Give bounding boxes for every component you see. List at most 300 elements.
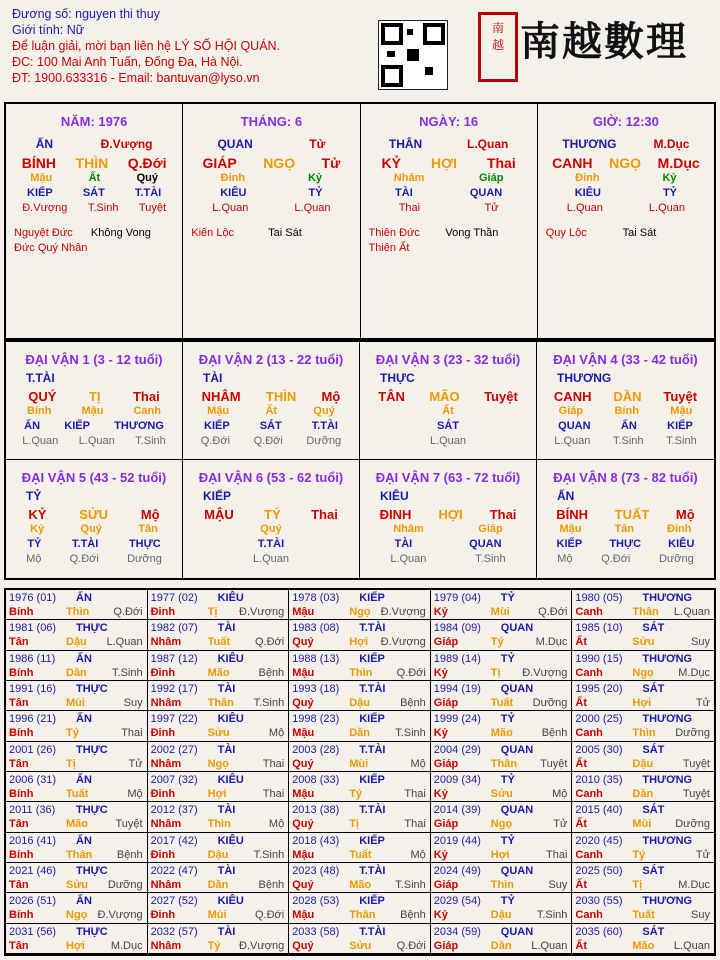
year-can: Giáp xyxy=(433,636,459,649)
year-god: SÁT xyxy=(642,925,665,938)
dai-van-vong: Tuyệt xyxy=(663,389,698,404)
year-god: TÀI xyxy=(217,743,236,756)
dai-van-vong: Thai xyxy=(132,389,160,404)
year-label: 2020 (45) xyxy=(575,834,623,847)
pillar-row4 xyxy=(183,186,359,201)
year-cell xyxy=(6,863,148,893)
dai-van-title: ĐẠI VẬN 1 (3 - 12 tuổi) xyxy=(25,352,163,367)
year-chi: Ngọ xyxy=(207,757,229,770)
owner-name: Đương số: nguyen thi thuy xyxy=(12,7,160,21)
star-name: Đức Quý Nhân xyxy=(14,242,88,254)
year-god: QUAN xyxy=(500,622,534,635)
year-chi: Mão xyxy=(490,727,513,740)
year-god: TÀI xyxy=(217,683,236,695)
pillar-cell: Đ.Vượng xyxy=(22,202,68,214)
year-label: 2012 (37) xyxy=(150,804,198,817)
dai-van-cell xyxy=(183,342,360,460)
year-can: Canh xyxy=(575,666,603,679)
pillar-row4 xyxy=(538,186,714,201)
year-can: Đinh xyxy=(150,666,176,679)
pillar-row3 xyxy=(6,171,182,186)
dai-van-item: L.Quan xyxy=(252,553,290,565)
year-god: TỶ xyxy=(500,713,515,726)
pillar-column xyxy=(361,104,538,338)
year-god: THỰC xyxy=(76,865,108,877)
year-state: Tuyệt xyxy=(682,788,710,800)
year-state: Tử xyxy=(553,818,568,831)
year-state: Đ.Vượng xyxy=(239,606,285,618)
year-state: Mộ xyxy=(268,818,285,831)
year-god: KIÊU xyxy=(217,834,244,847)
year-state: T.Sinh xyxy=(395,879,426,891)
year-label: 1988 (13) xyxy=(292,652,340,665)
year-god: THỰC xyxy=(76,743,108,756)
pillar-cell: Đinh xyxy=(220,172,246,184)
yearly-table xyxy=(4,588,716,956)
year-god: TỶ xyxy=(500,652,515,665)
dai-van-god: KIẾP xyxy=(203,489,232,503)
year-label: 1979 (04) xyxy=(433,592,481,604)
year-state: Đ.Vượng xyxy=(380,636,426,649)
year-cell xyxy=(148,772,290,802)
year-cell xyxy=(572,893,714,923)
year-label: 2024 (49) xyxy=(433,865,481,877)
dai-van-states xyxy=(537,434,714,449)
dai-van-item: Q.Đới xyxy=(69,553,99,565)
dai-van-vong: Mộ xyxy=(321,389,341,404)
year-cell xyxy=(431,772,573,802)
dai-van-vong: Tuyệt xyxy=(484,389,518,404)
year-cell xyxy=(289,924,431,954)
year-god: THỰC xyxy=(76,804,108,817)
dai-van-can: NHÂM xyxy=(201,389,241,404)
year-can: Mậu xyxy=(292,788,315,800)
year-cell xyxy=(431,863,573,893)
year-state: M.Dục xyxy=(678,666,710,679)
year-cell xyxy=(572,681,714,711)
year-can: Tân xyxy=(9,757,29,770)
star-name: Tai Sát xyxy=(268,227,302,239)
dai-van-states xyxy=(183,552,359,567)
year-state: Đ.Vượng xyxy=(97,909,143,922)
year-state: Bệnh xyxy=(258,879,285,891)
year-cell xyxy=(6,590,148,620)
dai-van-god: ẤN xyxy=(557,489,575,503)
year-can: Giáp xyxy=(433,818,459,831)
pillar-title: THÁNG: 6 xyxy=(240,114,303,129)
year-cell xyxy=(289,742,431,772)
year-can: Giáp xyxy=(433,879,459,891)
year-cell xyxy=(289,681,431,711)
pillar-can-chi xyxy=(183,155,359,171)
dai-van-item: Quý xyxy=(313,405,335,417)
year-can: Mậu xyxy=(292,909,315,922)
dai-van-can: MẬU xyxy=(204,507,234,522)
pillar-stars xyxy=(183,216,359,241)
year-can: Đinh xyxy=(150,788,176,800)
four-pillars xyxy=(4,102,716,340)
year-can: Giáp xyxy=(433,939,459,952)
year-god: THỰC xyxy=(76,622,108,635)
pillar-top: Tử xyxy=(309,137,326,151)
pillar-top-row xyxy=(183,137,359,151)
year-god: THỰC xyxy=(76,925,108,938)
pillar-top: Đ.Vượng xyxy=(100,137,153,151)
year-chi: Sửu xyxy=(349,939,372,952)
year-can: Canh xyxy=(575,606,603,618)
dai-van-can-chi xyxy=(360,389,536,404)
year-god: SÁT xyxy=(642,622,665,635)
pillar-element: NGỌ xyxy=(263,155,296,171)
year-chi: Dậu xyxy=(207,848,229,861)
year-state: Thai xyxy=(121,727,143,740)
year-cell xyxy=(572,620,714,650)
dai-van-hidden xyxy=(183,522,359,537)
year-cell xyxy=(6,681,148,711)
pillar-row3 xyxy=(538,171,714,186)
year-state: Bệnh xyxy=(116,848,143,861)
pillar-cell: L.Quan xyxy=(212,202,249,214)
dai-van-states xyxy=(360,552,536,567)
dai-van-item: ẤN xyxy=(24,420,41,432)
year-label: 2016 (41) xyxy=(9,834,57,847)
dai-van-item: TÀI xyxy=(394,538,413,550)
year-cell xyxy=(148,833,290,863)
year-chi: Hợi xyxy=(490,848,510,861)
dai-van-item: KIẾP xyxy=(64,420,90,432)
dai-van-item: T.Sinh xyxy=(475,553,506,565)
dai-van-gods xyxy=(6,537,182,552)
year-cell xyxy=(431,742,573,772)
year-chi: Mùi xyxy=(632,818,652,831)
year-can: Canh xyxy=(575,848,603,861)
pillar-top: ẤN xyxy=(35,137,54,151)
year-label: 1999 (24) xyxy=(433,713,481,726)
year-cell xyxy=(431,651,573,681)
dai-van-can-chi xyxy=(537,389,714,404)
dai-van-item: Dưỡng xyxy=(306,435,342,447)
pillar-cell: Mậu xyxy=(30,172,53,184)
dai-van-hidden xyxy=(183,404,359,419)
year-can: Mậu xyxy=(292,606,315,618)
year-chi: Dần xyxy=(490,939,512,952)
pillar-top: THÂN xyxy=(388,137,423,151)
year-state: Thai xyxy=(404,818,426,831)
year-state: M.Dục xyxy=(678,879,710,891)
year-state: Q.Đới xyxy=(254,909,285,922)
year-chi: Tuất xyxy=(632,909,655,922)
year-can: Nhâm xyxy=(150,879,182,891)
year-label: 1997 (22) xyxy=(150,713,198,726)
year-label: 2011 (36) xyxy=(9,804,56,817)
dai-van-title: ĐẠI VẬN 3 (23 - 32 tuổi) xyxy=(375,352,521,367)
year-cell xyxy=(289,863,431,893)
year-can: Nhâm xyxy=(150,818,182,831)
dai-van-cell xyxy=(183,460,360,578)
year-can: Nhâm xyxy=(150,697,182,709)
pillar-element: NGỌ xyxy=(609,155,642,171)
pillar-title: NGÀY: 16 xyxy=(419,114,479,129)
year-label: 1978 (03) xyxy=(292,592,340,604)
phone-email: ĐT: 1900.633316 - Email: bantuvan@lyso.vn xyxy=(12,71,260,85)
dai-van-title: ĐẠI VẬN 7 (63 - 72 tuổi) xyxy=(375,470,521,485)
year-can: Tân xyxy=(9,939,29,952)
pillar-stars xyxy=(6,216,182,256)
year-can: Tân xyxy=(9,697,29,709)
dai-van-item: THỰC xyxy=(609,538,642,550)
dai-van-item: KIẾP xyxy=(667,420,693,432)
pillar-stars xyxy=(361,216,537,256)
year-god: TÀI xyxy=(217,622,236,635)
dai-van-item: SÁT xyxy=(259,420,282,432)
year-god: T.TÀI xyxy=(359,865,386,877)
year-chi: Mão xyxy=(632,939,655,952)
dai-van-can: ĐINH xyxy=(379,507,412,522)
year-label: 2023 (48) xyxy=(292,865,340,877)
year-god: TỶ xyxy=(500,592,515,604)
year-cell xyxy=(431,893,573,923)
year-cell xyxy=(148,742,290,772)
year-cell xyxy=(148,924,290,954)
star-name: Không Vong xyxy=(90,227,151,239)
dai-van-gods xyxy=(537,419,714,434)
year-label: 2017 (42) xyxy=(150,834,198,847)
year-god: TỶ xyxy=(500,834,515,847)
pillar-cell: L.Quan xyxy=(566,202,603,214)
year-cell xyxy=(289,620,431,650)
year-chi: Dậu xyxy=(632,757,654,770)
year-chi: Thìn xyxy=(349,666,373,679)
year-chi: Sửu xyxy=(207,727,230,740)
year-state: T.Sinh xyxy=(395,727,426,740)
dai-van-item: L.Quan xyxy=(22,435,59,447)
year-chi: Thân xyxy=(490,757,518,770)
dai-van-can: TÂN xyxy=(378,389,405,404)
dai-van-item: Mậu xyxy=(81,405,104,417)
dai-van-item: TỶ xyxy=(27,538,42,550)
dai-van-hidden xyxy=(537,404,714,419)
dai-van-item: Quý xyxy=(80,523,102,535)
year-label: 2006 (31) xyxy=(9,774,57,786)
year-state: Suy xyxy=(691,636,710,649)
year-chi: Sửu xyxy=(66,879,89,891)
year-can: Kỷ xyxy=(433,848,448,861)
dai-van-states xyxy=(6,552,182,567)
year-label: 2015 (40) xyxy=(575,804,623,817)
year-can: Canh xyxy=(575,727,603,740)
year-cell xyxy=(148,802,290,832)
dai-van-chi: TỊ xyxy=(88,389,101,404)
pillar-row4 xyxy=(361,186,537,201)
dai-van-chi: SỬU xyxy=(79,507,109,522)
year-cell xyxy=(148,651,290,681)
year-state: Suy xyxy=(548,879,568,891)
dai-van-gods xyxy=(360,419,536,434)
year-state: Mộ xyxy=(410,848,426,861)
dai-van-gods xyxy=(183,419,359,434)
pillar-cell: Ất xyxy=(88,172,101,184)
year-state: T.Sinh xyxy=(253,848,285,861)
dai-van-can-chi xyxy=(360,507,536,522)
year-chi: Tị xyxy=(490,666,501,679)
year-cell xyxy=(289,772,431,802)
year-cell xyxy=(6,742,148,772)
dai-van-item: KIẾP xyxy=(556,538,583,550)
year-can: Đinh xyxy=(150,848,176,861)
dai-van-chi: TÝ xyxy=(264,507,281,522)
pillar-can-chi xyxy=(361,155,537,171)
year-can: Nhâm xyxy=(150,939,182,952)
year-god: KIÊU xyxy=(217,713,244,726)
year-can: Tân xyxy=(9,636,29,649)
dai-van-item: Q.Đới xyxy=(601,553,631,565)
dai-van-item: T.TÀI xyxy=(72,538,99,550)
dai-van-gods xyxy=(183,537,359,552)
year-state: Suy xyxy=(691,909,710,922)
pillar-row3 xyxy=(361,171,537,186)
pillar-element: CANH xyxy=(552,155,593,171)
year-label: 2031 (56) xyxy=(9,925,57,938)
dai-van-title: ĐẠI VẬN 5 (43 - 52 tuổi) xyxy=(21,470,167,485)
pillar-cell: KIÊU xyxy=(220,187,247,199)
year-cell xyxy=(6,924,148,954)
year-label: 1992 (17) xyxy=(150,683,198,695)
year-can: Canh xyxy=(575,788,603,800)
pillar-row5 xyxy=(183,201,359,216)
pillar-row5 xyxy=(6,201,182,216)
year-god: SÁT xyxy=(642,804,665,817)
dai-van-can-chi xyxy=(6,389,182,404)
year-cell xyxy=(289,833,431,863)
year-chi: Sửu xyxy=(490,788,513,800)
year-god: THƯƠNG xyxy=(642,895,693,908)
year-label: 2033 (58) xyxy=(292,925,340,938)
year-chi: Ngọ xyxy=(349,606,371,618)
year-can: Đinh xyxy=(150,909,176,922)
dai-van-cell xyxy=(537,460,714,578)
year-label: 1986 (11) xyxy=(9,652,56,665)
pillar-top-row xyxy=(6,137,182,151)
pillar-top: QUAN xyxy=(217,137,253,151)
year-label: 2008 (33) xyxy=(292,774,340,786)
year-can: Mậu xyxy=(292,848,315,861)
pillar-cell: QUAN xyxy=(469,187,503,199)
year-state: Dưỡng xyxy=(675,818,710,831)
year-can: Đinh xyxy=(150,606,176,618)
year-god: QUAN xyxy=(500,743,534,756)
year-god: KIÊU xyxy=(217,895,244,908)
year-chi: Mùi xyxy=(207,909,227,922)
year-state: T.Sinh xyxy=(253,697,285,709)
year-can: Quý xyxy=(292,818,314,831)
dai-van-chi: TUẤT xyxy=(614,507,650,522)
year-state: Dưỡng xyxy=(675,727,710,740)
pillar-row5 xyxy=(361,201,537,216)
year-god: SÁT xyxy=(642,743,665,756)
year-state: Đ.Vượng xyxy=(522,666,568,679)
year-state: Q.Đới xyxy=(396,939,426,952)
pillar-element: KỶ xyxy=(381,155,401,171)
pillar-element: THÌN xyxy=(75,155,109,171)
dai-van-title: ĐẠI VẬN 2 (13 - 22 tuổi) xyxy=(198,352,344,367)
year-can: Quý xyxy=(292,697,314,709)
dai-van-item: Bính xyxy=(27,405,52,417)
year-chi: Mão xyxy=(207,666,230,679)
address: ĐC: 100 Mai Anh Tuấn, Đống Đa, Hà Nội. xyxy=(12,55,243,69)
year-chi: Thìn xyxy=(490,879,515,891)
dai-van-item: Mộ xyxy=(557,553,573,565)
year-can: Ất xyxy=(575,697,587,709)
star-name: Thiên Đức xyxy=(368,227,420,239)
year-label: 2022 (47) xyxy=(150,865,198,877)
dai-van-god: TÀI xyxy=(203,371,223,385)
year-label: 2027 (52) xyxy=(150,895,198,908)
year-label: 2034 (59) xyxy=(433,925,481,938)
year-chi: Mão xyxy=(349,879,372,891)
dai-van-cell xyxy=(6,342,183,460)
dai-van-vong: Mộ xyxy=(675,507,695,522)
dai-van-item: L.Quan xyxy=(78,435,115,447)
year-state: Bệnh xyxy=(400,697,426,709)
year-god: QUAN xyxy=(500,683,534,695)
dai-van-title: ĐẠI VẬN 8 (73 - 82 tuổi) xyxy=(553,470,698,485)
year-god: TÀI xyxy=(217,804,236,817)
year-label: 2021 (46) xyxy=(9,865,57,877)
year-cell xyxy=(148,590,290,620)
year-chi: Tị xyxy=(66,757,76,770)
year-chi: Hợi xyxy=(207,788,227,800)
dai-van-item: L.Quan xyxy=(390,553,427,565)
year-can: Giáp xyxy=(433,697,459,709)
dai-van-item: Mậu xyxy=(559,523,582,535)
year-label: 1995 (20) xyxy=(575,683,623,695)
year-can: Mậu xyxy=(292,666,315,679)
year-label: 2000 (25) xyxy=(575,713,623,726)
dai-van-item: Nhâm xyxy=(393,523,424,535)
pillar-row5 xyxy=(538,201,714,216)
year-state: L.Quan xyxy=(531,939,568,952)
year-can: Bính xyxy=(9,788,34,800)
year-chi: Tuất xyxy=(349,848,372,861)
year-label: 2009 (34) xyxy=(433,774,481,786)
year-cell xyxy=(6,711,148,741)
year-cell xyxy=(6,833,148,863)
pillar-column xyxy=(538,104,714,338)
dai-van-states xyxy=(183,434,359,449)
year-god: THƯƠNG xyxy=(642,592,693,604)
pillar-cell: Nhâm xyxy=(393,172,425,184)
year-state: Suy xyxy=(123,697,143,709)
year-chi: Ngọ xyxy=(490,818,513,831)
year-state: Mộ xyxy=(127,788,143,800)
year-cell xyxy=(431,711,573,741)
dai-van-hidden xyxy=(6,522,182,537)
dai-van-vong: Thai xyxy=(489,507,517,522)
dai-van-chi: MÃO xyxy=(429,389,460,404)
year-chi: Tị xyxy=(349,818,359,831)
year-chi: Thìn xyxy=(207,818,231,831)
year-god: TÀI xyxy=(217,865,236,877)
year-state: T.Sinh xyxy=(536,909,568,922)
year-cell xyxy=(572,711,714,741)
pillar-cell: T.TÀI xyxy=(134,187,162,199)
dai-van-states xyxy=(537,552,714,567)
year-label: 2005 (30) xyxy=(575,743,623,756)
year-god: ẤN xyxy=(76,592,92,604)
year-god: T.TÀI xyxy=(359,743,386,756)
year-cell xyxy=(572,590,714,620)
year-chi: Hợi xyxy=(66,939,85,952)
